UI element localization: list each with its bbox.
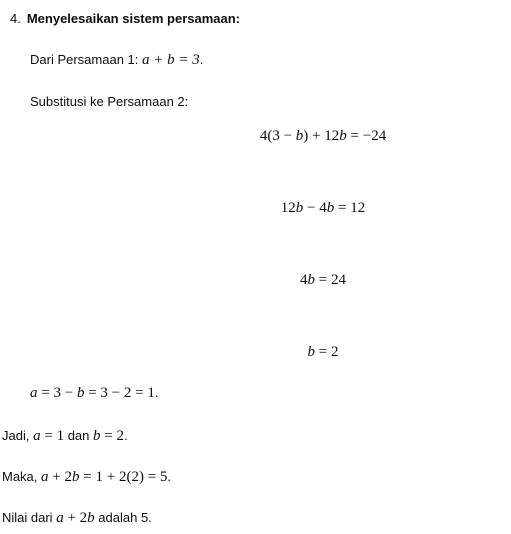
step-title: Menyelesaikan sistem persamaan: <box>26 11 241 26</box>
from-eq1-prefix: Dari Persamaan 1: <box>30 52 139 67</box>
substitute-text: Substitusi ke Persamaan 2: <box>30 94 189 109</box>
equation-3: 4b = 24 <box>300 272 346 288</box>
a-value-line <box>30 385 158 401</box>
step-heading <box>10 11 240 27</box>
nilai-math: a + 2b <box>56 510 95 526</box>
jadi-suffix: . <box>123 428 128 443</box>
maka-prefix: Maka, <box>2 469 38 484</box>
jadi-line <box>2 428 128 444</box>
maka-math: a + 2b = 1 + 2(2) = 5 <box>41 469 168 485</box>
maka-suffix: . <box>167 469 172 484</box>
a-value-math: a = 3 − b = 3 − 2 = 1 <box>30 385 155 401</box>
jadi-math-a: a = 1 <box>33 428 65 444</box>
step-number: 4. <box>10 11 21 26</box>
nilai-prefix: Nilai dari <box>2 510 53 525</box>
a-value-suffix: . <box>154 385 159 400</box>
jadi-math-b: b = 2 <box>93 428 124 444</box>
maka-line <box>2 469 171 485</box>
substitute-line <box>30 94 188 110</box>
jadi-middle: dan <box>67 428 90 443</box>
equation-1: 4(3 − b) + 12b = −24 <box>259 128 387 144</box>
from-eq1-suffix: . <box>199 52 204 67</box>
nilai-suffix: adalah 5. <box>98 510 152 525</box>
equation-2: 12b − 4b = 12 <box>280 200 366 216</box>
jadi-prefix: Jadi, <box>2 428 30 443</box>
nilai-line <box>2 510 152 526</box>
from-eq1-math: a + b = 3 <box>142 52 200 68</box>
equation-4: b = 2 <box>307 344 339 360</box>
from-equation-1-line <box>30 52 203 68</box>
